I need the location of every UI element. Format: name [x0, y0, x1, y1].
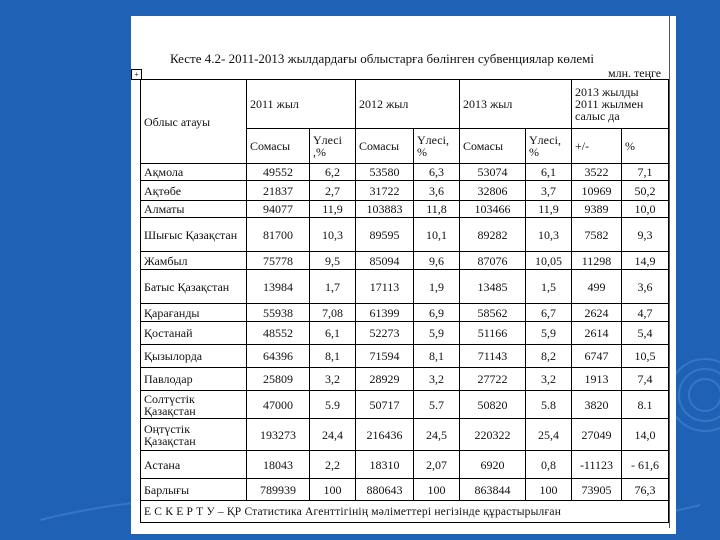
- amount-2012-cell: 53580: [356, 164, 414, 181]
- share-2012-cell: 5.7: [414, 391, 460, 419]
- diff-cell: 11298: [572, 252, 622, 270]
- region-cell: Оңтүстік Қазақстан: [141, 419, 247, 451]
- header-share-2012: Үлесі, %: [414, 129, 460, 164]
- share-2011-cell: 5.9: [310, 391, 356, 419]
- table-row: [141, 322, 669, 345]
- share-2012-cell: 6,3: [414, 164, 460, 181]
- pct-cell: 10,5: [622, 345, 669, 368]
- table-row: [141, 368, 669, 391]
- pct-cell: 8.1: [622, 391, 669, 419]
- amount-2012-cell: 89595: [356, 218, 414, 252]
- share-2012-cell: 1,9: [414, 270, 460, 304]
- pct-cell: 7,4: [622, 368, 669, 391]
- region-cell: Шығыс Қазақстан: [141, 218, 247, 252]
- header-share-2011: Үлесі ,%: [310, 129, 356, 164]
- pct-cell: 4,7: [622, 304, 669, 322]
- share-2013-cell: 10,3: [526, 218, 572, 252]
- diff-cell: 6747: [572, 345, 622, 368]
- table-row: [141, 451, 669, 479]
- amount-2011-cell: 49552: [247, 164, 310, 181]
- table-row: [141, 252, 669, 270]
- header-2012: 2012 жыл: [356, 80, 460, 129]
- diff-cell: 3820: [572, 391, 622, 419]
- table-row: [141, 181, 669, 201]
- subvention-table: [140, 79, 669, 523]
- share-2012-cell: 11,8: [414, 201, 460, 218]
- share-2011-cell: 8,1: [310, 345, 356, 368]
- share-2012-cell: 3,2: [414, 368, 460, 391]
- amount-2012-cell: 28929: [356, 368, 414, 391]
- pct-cell: 14,0: [622, 419, 669, 451]
- share-2011-cell: 10,3: [310, 218, 356, 252]
- share-2013-cell: 10,05: [526, 252, 572, 270]
- table-row: [141, 345, 669, 368]
- share-2012-cell: 6,9: [414, 304, 460, 322]
- share-2011-cell: 6,2: [310, 164, 356, 181]
- region-cell: Жамбыл: [141, 252, 247, 270]
- region-cell: Қарағанды: [141, 304, 247, 322]
- header-pct: %: [622, 129, 669, 164]
- share-2012-cell: 9,6: [414, 252, 460, 270]
- diff-cell: 1913: [572, 368, 622, 391]
- header-change: 2013 жылды 2011 жылмен салыс да: [572, 80, 669, 129]
- diff-cell: 2624: [572, 304, 622, 322]
- share-2011-cell: 100: [310, 479, 356, 501]
- share-2013-cell: 8,2: [526, 345, 572, 368]
- region-cell: Алматы: [141, 201, 247, 218]
- share-2013-cell: 0,8: [526, 451, 572, 479]
- share-2013-cell: 11,9: [526, 201, 572, 218]
- region-cell: Батыс Қазақстан: [141, 270, 247, 304]
- share-2013-cell: 6,1: [526, 164, 572, 181]
- header-region: Облыс атауы: [141, 80, 247, 164]
- share-2011-cell: 2,7: [310, 181, 356, 201]
- amount-2012-cell: 880643: [356, 479, 414, 501]
- table-row: [141, 304, 669, 322]
- amount-2011-cell: 47000: [247, 391, 310, 419]
- amount-2011-cell: 13984: [247, 270, 310, 304]
- amount-2012-cell: 85094: [356, 252, 414, 270]
- share-2012-cell: 100: [414, 479, 460, 501]
- amount-2012-cell: 61399: [356, 304, 414, 322]
- share-2011-cell: 1,7: [310, 270, 356, 304]
- share-2011-cell: 9,5: [310, 252, 356, 270]
- share-2013-cell: 3,7: [526, 181, 572, 201]
- table-row: [141, 164, 669, 181]
- pct-cell: 7,1: [622, 164, 669, 181]
- header-diff: +/-: [572, 129, 622, 164]
- header-amount-2011: Сомасы: [247, 129, 310, 164]
- amount-2011-cell: 94077: [247, 201, 310, 218]
- amount-2013-cell: 58562: [460, 304, 526, 322]
- share-2013-cell: 100: [526, 479, 572, 501]
- diff-cell: 27049: [572, 419, 622, 451]
- header-2011: 2011 жыл: [247, 80, 356, 129]
- share-2013-cell: 5.8: [526, 391, 572, 419]
- amount-2013-cell: 13485: [460, 270, 526, 304]
- amount-2012-cell: 71594: [356, 345, 414, 368]
- table-title: Кесте 4.2- 2011-2013 жылдардағы облыстарға бөлінген субвенциялар көлемі: [170, 51, 594, 66]
- amount-2013-cell: 87076: [460, 252, 526, 270]
- region-cell: Қызылорда: [141, 345, 247, 368]
- amount-2012-cell: 103883: [356, 201, 414, 218]
- region-cell: Барлығы: [141, 479, 247, 501]
- share-2012-cell: 2,07: [414, 451, 460, 479]
- diff-cell: 10969: [572, 181, 622, 201]
- table-row: [141, 479, 669, 501]
- share-2011-cell: 6,1: [310, 322, 356, 345]
- amount-2011-cell: 18043: [247, 451, 310, 479]
- pct-cell: 50,2: [622, 181, 669, 201]
- amount-2012-cell: 52273: [356, 322, 414, 345]
- amount-2011-cell: 75778: [247, 252, 310, 270]
- source-note: Е С К Е Р Т У – ҚР Статистика Агенттігінің мәліметтері негізінде құрастырылған: [141, 501, 669, 523]
- diff-cell: 9389: [572, 201, 622, 218]
- amount-2013-cell: 50820: [460, 391, 526, 419]
- amount-2013-cell: 6920: [460, 451, 526, 479]
- diff-cell: 2614: [572, 322, 622, 345]
- amount-2011-cell: 81700: [247, 218, 310, 252]
- pct-cell: 5,4: [622, 322, 669, 345]
- pct-cell: 14,9: [622, 252, 669, 270]
- share-2013-cell: 1,5: [526, 270, 572, 304]
- amount-2013-cell: 863844: [460, 479, 526, 501]
- table-anchor-icon[interactable]: +: [131, 69, 142, 80]
- pct-cell: 9,3: [622, 218, 669, 252]
- header-2013: 2013 жыл: [460, 80, 572, 129]
- share-2011-cell: 2,2: [310, 451, 356, 479]
- share-2012-cell: 10,1: [414, 218, 460, 252]
- amount-2013-cell: 103466: [460, 201, 526, 218]
- pct-cell: 76,3: [622, 479, 669, 501]
- amount-2013-cell: 32806: [460, 181, 526, 201]
- share-2011-cell: 11,9: [310, 201, 356, 218]
- region-cell: Ақмола: [141, 164, 247, 181]
- amount-2011-cell: 55938: [247, 304, 310, 322]
- amount-2011-cell: 64396: [247, 345, 310, 368]
- amount-2012-cell: 17113: [356, 270, 414, 304]
- table-row: [141, 201, 669, 218]
- region-cell: Қостанай: [141, 322, 247, 345]
- amount-2012-cell: 50717: [356, 391, 414, 419]
- unit-label: млн. теңге: [608, 66, 662, 80]
- share-2011-cell: 24,4: [310, 419, 356, 451]
- region-cell: Павлодар: [141, 368, 247, 391]
- table-row: [141, 270, 669, 304]
- share-2012-cell: 24,5: [414, 419, 460, 451]
- amount-2012-cell: 18310: [356, 451, 414, 479]
- amount-2013-cell: 220322: [460, 419, 526, 451]
- amount-2011-cell: 21837: [247, 181, 310, 201]
- amount-2012-cell: 31722: [356, 181, 414, 201]
- pct-cell: - 61,6: [622, 451, 669, 479]
- region-cell: Солтүстік Қазақстан: [141, 391, 247, 419]
- diff-cell: 3522: [572, 164, 622, 181]
- share-2013-cell: 3,2: [526, 368, 572, 391]
- amount-2013-cell: 27722: [460, 368, 526, 391]
- amount-2011-cell: 789939: [247, 479, 310, 501]
- share-2012-cell: 8,1: [414, 345, 460, 368]
- amount-2013-cell: 51166: [460, 322, 526, 345]
- table-row: [141, 391, 669, 419]
- share-2013-cell: 5,9: [526, 322, 572, 345]
- diff-cell: 7582: [572, 218, 622, 252]
- amount-2013-cell: 71143: [460, 345, 526, 368]
- page-edge-line: [669, 16, 670, 528]
- diff-cell: 73905: [572, 479, 622, 501]
- share-2013-cell: 6,7: [526, 304, 572, 322]
- share-2012-cell: 3,6: [414, 181, 460, 201]
- table-row: [141, 419, 669, 451]
- share-2012-cell: 5,9: [414, 322, 460, 345]
- region-cell: Астана: [141, 451, 247, 479]
- amount-2011-cell: 48552: [247, 322, 310, 345]
- pct-cell: 10,0: [622, 201, 669, 218]
- diff-cell: 499: [572, 270, 622, 304]
- amount-2011-cell: 193273: [247, 419, 310, 451]
- share-2011-cell: 7,08: [310, 304, 356, 322]
- diff-cell: -11123: [572, 451, 622, 479]
- header-share-2013: Үлесі, %: [526, 129, 572, 164]
- share-2011-cell: 3,2: [310, 368, 356, 391]
- pct-cell: 3,6: [622, 270, 669, 304]
- amount-2013-cell: 53074: [460, 164, 526, 181]
- region-cell: Ақтөбе: [141, 181, 247, 201]
- amount-2013-cell: 89282: [460, 218, 526, 252]
- amount-2012-cell: 216436: [356, 419, 414, 451]
- share-2013-cell: 25,4: [526, 419, 572, 451]
- header-amount-2013: Сомасы: [460, 129, 526, 164]
- header-amount-2012: Сомасы: [356, 129, 414, 164]
- amount-2011-cell: 25809: [247, 368, 310, 391]
- table-row: [141, 218, 669, 252]
